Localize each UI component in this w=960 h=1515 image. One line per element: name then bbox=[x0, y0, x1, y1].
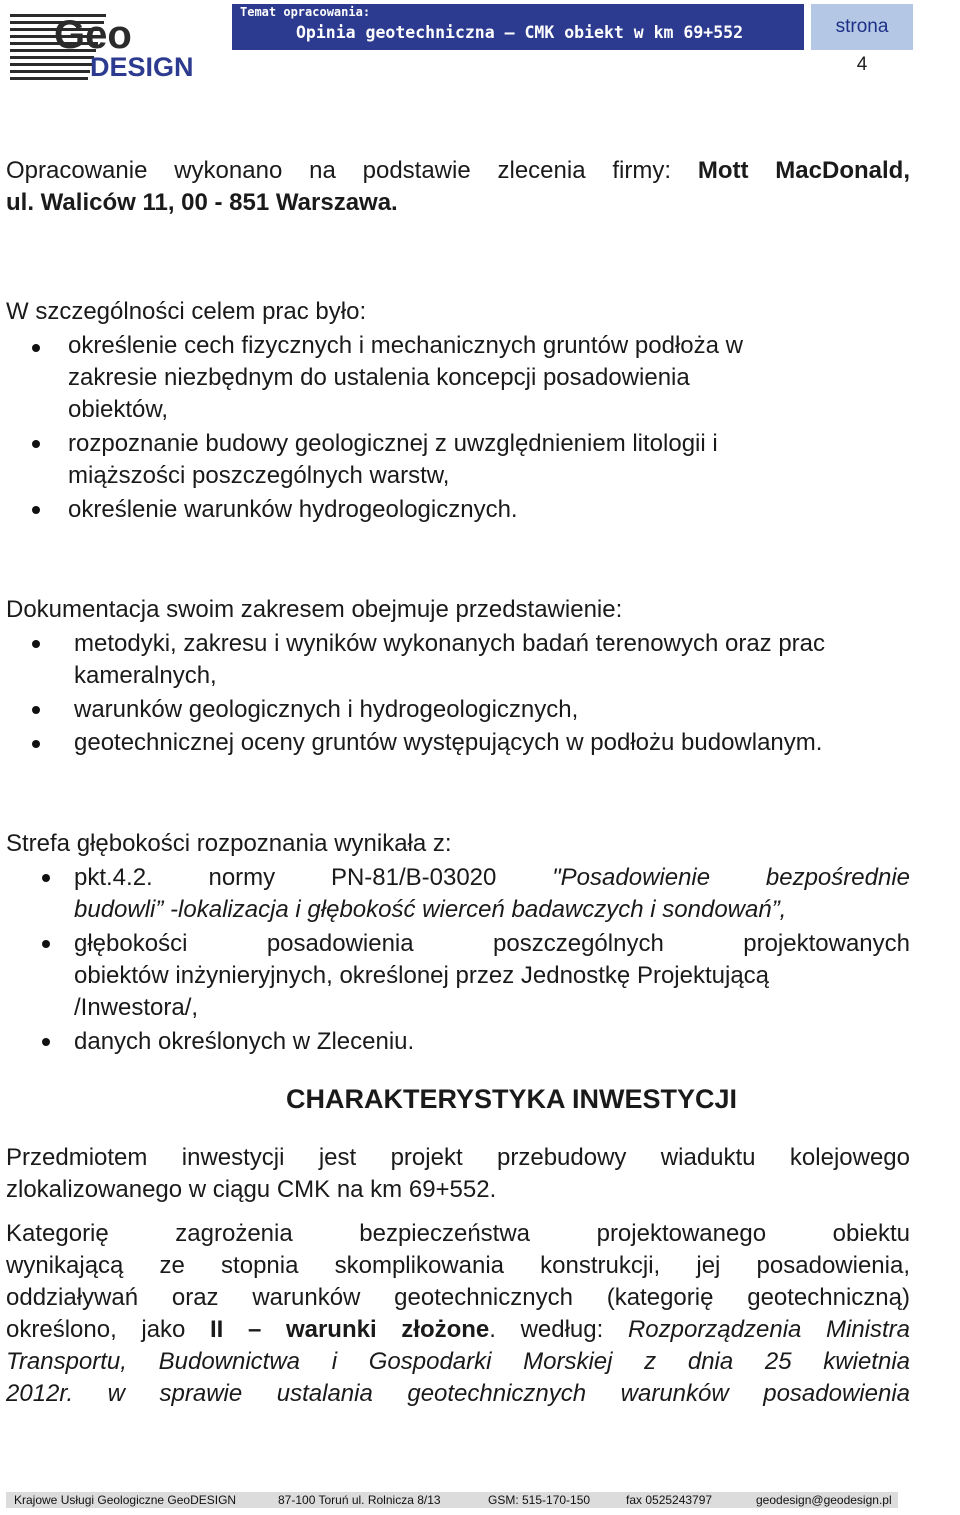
category-para-line-6: 2012r. w sprawie ustalania geotechnicznych warunków posadowienia bbox=[6, 1380, 910, 1407]
depth-title: Strefa głębokości rozpoznania wynikała z: bbox=[6, 830, 452, 857]
section-heading: CHARAKTERYSTYKA INWESTYCJI bbox=[286, 1084, 738, 1114]
logo-word-design: DESIGN bbox=[90, 52, 194, 80]
footer-gsm: GSM: 515-170-150 bbox=[488, 1493, 591, 1507]
category-para-line-4 bbox=[6, 1314, 910, 1346]
goal-item-1-line-3: obiektów, bbox=[68, 396, 169, 423]
intro-line-1 bbox=[6, 155, 910, 187]
depth-item-1-line-2: budowli” -lokalizacja i głębokość wierceń badawczych i sondowań”, bbox=[74, 896, 787, 923]
investment-para-line-2: zlokalizowanego w ciągu CMK na km 69+552. bbox=[6, 1176, 497, 1203]
bullet-icon bbox=[32, 506, 40, 514]
footer-company: Krajowe Usługi Geologiczne GeoDESIGN bbox=[14, 1493, 237, 1507]
category-according: . według: bbox=[489, 1316, 628, 1343]
documentation-title: Dokumentacja swoim zakresem obejmuje przedstawienie: bbox=[6, 596, 623, 623]
doc-item-2: warunków geologicznych i hydrogeologicznych, bbox=[74, 696, 579, 723]
category-para-line-3: oddziaływań oraz warunków geotechnicznych (kategorię geotechniczną) bbox=[6, 1284, 910, 1311]
norm-title: "Posadowienie bezpośrednie bbox=[552, 864, 910, 891]
investment-para-line-1: Przedmiotem inwestycji jest projekt przebudowy wiaduktu kolejowego bbox=[6, 1144, 910, 1171]
goal-item-1-line-1: określenie cech fizycznych i mechanicznych gruntów podłoża w bbox=[68, 332, 743, 359]
bullet-icon bbox=[32, 706, 40, 714]
regulation-title: Rozporządzenia Ministra bbox=[627, 1316, 911, 1343]
logo-word-geo: Geo bbox=[54, 13, 132, 57]
footer-fax: fax 0525243797 bbox=[626, 1493, 713, 1507]
footer-address: 87-100 Toruń ul. Rolnicza 8/13 bbox=[278, 1493, 441, 1507]
bullet-icon bbox=[32, 344, 40, 352]
norm-reference: pkt.4.2. normy PN-81/B-03020 bbox=[74, 864, 553, 891]
bullet-icon bbox=[42, 1038, 50, 1046]
bullet-icon bbox=[32, 740, 40, 748]
page-footer bbox=[6, 1492, 898, 1508]
goal-item-2-line-1: rozpoznanie budowy geologicznej z uwzględnieniem litologii i bbox=[68, 430, 718, 457]
bullet-icon bbox=[42, 940, 50, 948]
doc-item-3: geotechnicznej oceny gruntów występujących w podłożu budowlanym. bbox=[74, 729, 823, 756]
goal-item-3: określenie warunków hydrogeologicznych. bbox=[68, 496, 518, 523]
geotechnical-category: II – warunki złożone bbox=[210, 1316, 490, 1343]
category-para-line-1: Kategorię zagrożenia bezpieczeństwa projektowanego obiektu bbox=[6, 1220, 910, 1247]
depth-item-3: danych określonych w Zleceniu. bbox=[74, 1028, 415, 1055]
doc-item-1-line-2: kameralnych, bbox=[74, 662, 217, 689]
page-label: strona bbox=[811, 4, 913, 50]
page-number: 4 bbox=[856, 54, 868, 75]
goals-title: W szczególności celem prac było: bbox=[6, 298, 367, 325]
category-para-line-2: wynikającą ze stopnia skomplikowania konstrukcji, jej posadowienia, bbox=[6, 1252, 910, 1279]
bullet-icon bbox=[32, 440, 40, 448]
geodesign-logo-graphic bbox=[10, 10, 220, 80]
category-para-line-5: Transportu, Budownictwa i Gospodarki Morskiej z dnia 25 kwietnia bbox=[6, 1348, 910, 1375]
topic-title: Opinia geotechniczna – CMK obiekt w km 69+552 bbox=[296, 23, 744, 42]
bullet-icon bbox=[42, 874, 50, 882]
depth-item-2-line-1: głębokości posadowienia poszczególnych projektowanych bbox=[74, 930, 910, 957]
client-address: ul. Waliców 11, 00 - 851 Warszawa. bbox=[6, 189, 398, 216]
doc-item-1-line-1: metodyki, zakresu i wyników wykonanych badań terenowych oraz prac bbox=[74, 630, 826, 657]
topic-label: Temat opracowania: bbox=[240, 5, 371, 19]
client-name: Mott MacDonald, bbox=[697, 157, 910, 184]
category-intro: określono, jako bbox=[6, 1316, 211, 1343]
depth-item-2-line-3: /Inwestora/, bbox=[74, 994, 199, 1021]
depth-item-1-line-1 bbox=[74, 862, 910, 894]
goal-item-1-line-2: zakresie niezbędnym do ustalenia koncepcji posadowienia bbox=[68, 364, 690, 391]
bullet-icon bbox=[32, 640, 40, 648]
footer-email: geodesign@geodesign.pl bbox=[756, 1493, 892, 1507]
goal-item-2-line-2: miąższości poszczególnych warstw, bbox=[68, 462, 450, 489]
header-topic-band bbox=[232, 4, 804, 50]
depth-item-2-line-2: obiektów inżynieryjnych, określonej przez Jednostkę Projektującą bbox=[74, 962, 770, 989]
intro-text: Opracowanie wykonano na podstawie zlecenia firmy: bbox=[6, 157, 698, 184]
company-logo bbox=[10, 10, 220, 80]
